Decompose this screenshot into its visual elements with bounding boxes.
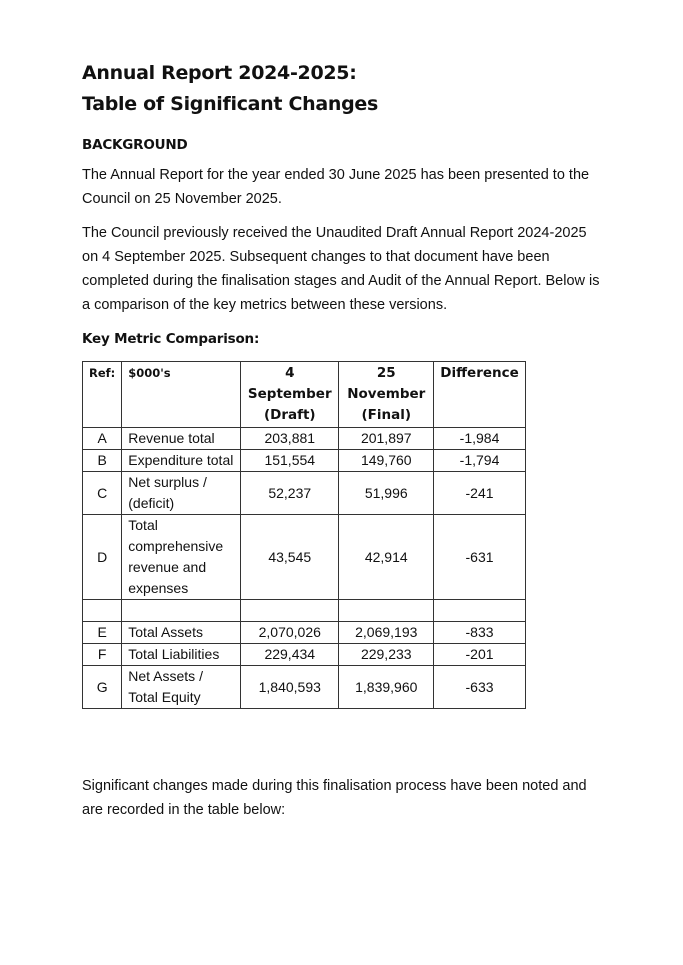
document-page [82,58,602,822]
background-heading: BACKGROUND [82,137,188,153]
row-difference [434,600,526,622]
row-difference: -241 [434,472,526,515]
header-final: 25 November (Final) [339,362,434,428]
header-draft: 4 September (Draft) [241,362,339,428]
title-line-1: Annual Report 2024-2025: [82,62,357,84]
row-draft: 43,545 [241,515,339,600]
row-name: Revenue total [122,428,241,450]
row-ref [83,600,122,622]
row-draft: 203,881 [241,428,339,450]
row-ref: F [83,644,122,666]
row-draft: 151,554 [241,450,339,472]
row-ref: D [83,515,122,600]
row-difference: -1,984 [434,428,526,450]
row-final: 229,233 [339,644,434,666]
row-name: Total comprehensive revenue and expenses [122,515,241,600]
row-difference: -631 [434,515,526,600]
table-row [83,622,526,644]
row-name: Net Assets / Total Equity [122,666,241,709]
title-line-2: Table of Significant Changes [82,93,379,115]
row-name [122,600,241,622]
document-title [82,58,602,120]
paragraph-presented: The Annual Report for the year ended 30 June 2025 has been presented to the Council on 25 November 2025. [82,167,590,207]
key-metric-table [82,361,526,709]
row-draft: 52,237 [241,472,339,515]
table-row [83,666,526,709]
row-name: Total Assets [122,622,241,644]
paragraph-previous-draft: The Council previously received the Unaudited Draft Annual Report 2024-2025 on 4 September 2025. Subsequent changes to that document have been completed during the finalisation stages and Audit of the Annual Report. Below is a comparison of the key metrics between these versions. [82,225,600,313]
row-final: 51,996 [339,472,434,515]
row-difference: -201 [434,644,526,666]
row-draft: 1,840,593 [241,666,339,709]
header-difference: Difference [434,362,526,428]
table-row-spacer [83,600,526,622]
table-row [83,450,526,472]
row-final [339,600,434,622]
table-row [83,472,526,515]
row-ref: E [83,622,122,644]
row-ref: A [83,428,122,450]
row-difference: -833 [434,622,526,644]
key-metric-heading: Key Metric Comparison: [82,331,260,347]
row-name: Expenditure total [122,450,241,472]
header-ref: Ref: [83,362,122,428]
table-row [83,428,526,450]
row-draft [241,600,339,622]
table-row [83,515,526,600]
row-difference: -1,794 [434,450,526,472]
row-final: 201,897 [339,428,434,450]
row-final: 149,760 [339,450,434,472]
row-ref: G [83,666,122,709]
row-final: 42,914 [339,515,434,600]
table-header-row [83,362,526,428]
row-final: 2,069,193 [339,622,434,644]
row-draft: 2,070,026 [241,622,339,644]
row-ref: B [83,450,122,472]
row-final: 1,839,960 [339,666,434,709]
header-name: $000's [122,362,241,428]
row-name: Net surplus / (deficit) [122,472,241,515]
table-row [83,644,526,666]
row-difference: -633 [434,666,526,709]
row-ref: C [83,472,122,515]
paragraph-significant-changes: Significant changes made during this finalisation process have been noted and are recorded in the table below: [82,778,587,818]
row-draft: 229,434 [241,644,339,666]
row-name: Total Liabilities [122,644,241,666]
